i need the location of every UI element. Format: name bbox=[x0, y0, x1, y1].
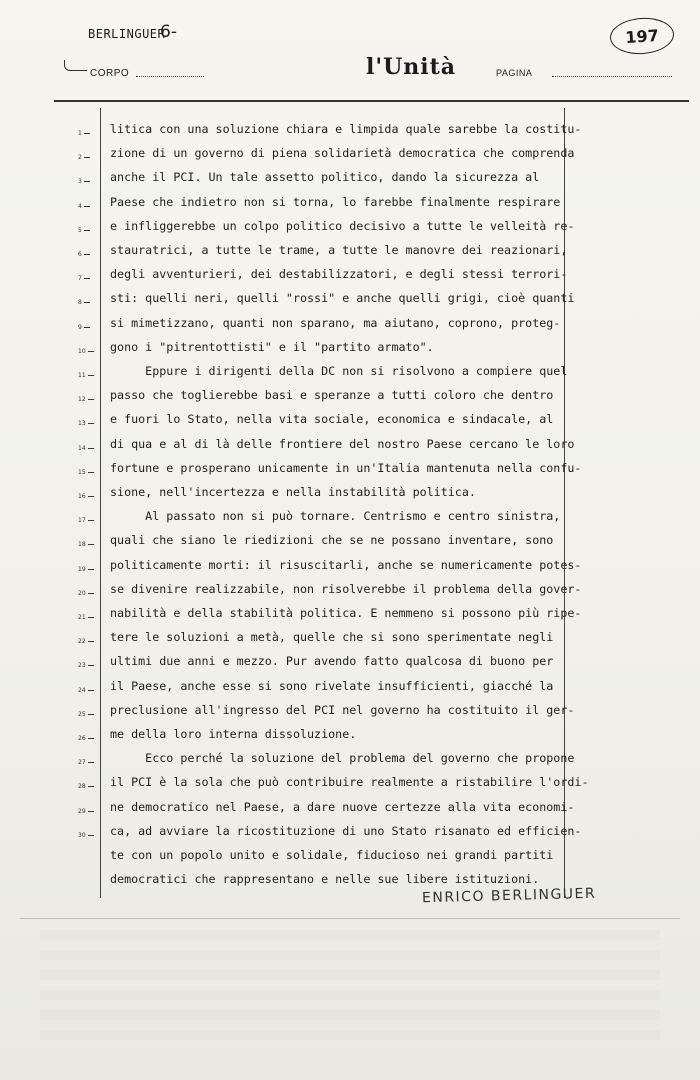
line-number: 3 bbox=[78, 178, 98, 185]
text-line: sione, nell'incertezza e nella instabilità politica. bbox=[110, 485, 476, 499]
text-line: Paese che indietro non si torna, lo farebbe finalmente respirare bbox=[110, 194, 561, 209]
header-rule bbox=[54, 100, 689, 102]
text-line: preclusione all'ingresso del PCI nel governo ha costituito il ger- bbox=[110, 702, 575, 717]
corpo-dotted-line bbox=[136, 76, 204, 77]
line-number: 13 bbox=[78, 420, 98, 427]
left-margin-rule bbox=[100, 108, 101, 898]
line-number: 21 bbox=[78, 614, 98, 621]
newspaper-logo: l'Unità bbox=[366, 54, 457, 80]
text-line: stauratrici, a tutte le trame, a tutte le manovre dei reazionari, bbox=[110, 243, 568, 257]
line-number: 16 bbox=[78, 493, 98, 500]
line-number: 20 bbox=[78, 590, 98, 597]
text-line: e fuori lo Stato, nella vita sociale, economica e sindacale, al bbox=[110, 412, 554, 427]
bottom-rule bbox=[20, 918, 680, 919]
line-number: 23 bbox=[78, 662, 98, 669]
line-number: 27 bbox=[78, 759, 98, 766]
text-line: fortune e prosperano unicamente in un'Italia mantenuta nella confu- bbox=[110, 460, 582, 475]
text-line: Al passato non si può tornare. Centrismo e centro sinistra, bbox=[110, 509, 561, 524]
text-line: e infliggerebbe un colpo politico decisivo a tutte le velleità re- bbox=[110, 218, 575, 233]
text-line: ca, ad avviare la ricostituzione di uno Stato risanato ed efficien- bbox=[110, 823, 582, 838]
text-line: zione di un governo di piena solidarietà democratica che comprenda bbox=[110, 146, 575, 161]
text-line: tere le soluzioni a metà, quelle che si sono sperimentate negli bbox=[110, 630, 554, 645]
text-line: gono i "pitrentottisti" e il "partito armato". bbox=[110, 339, 434, 354]
line-number: 18 bbox=[78, 541, 98, 548]
line-number: 25 bbox=[78, 711, 98, 718]
text-line: quali che siano le riedizioni che se ne possano inventare, sono bbox=[110, 533, 554, 548]
text-line: il Paese, anche esse si sono rivelate insufficienti, giacché la bbox=[110, 678, 554, 693]
text-line: il PCI è la sola che può contribuire realmente a ristabilire l'ordi- bbox=[110, 775, 589, 790]
line-number: 4 bbox=[78, 203, 98, 210]
text-line: degli avventurieri, dei destabilizzatori, e degli stessi terrori- bbox=[110, 267, 568, 282]
line-number: 1 bbox=[78, 130, 98, 137]
line-number: 28 bbox=[78, 783, 98, 790]
line-number: 22 bbox=[78, 638, 98, 645]
line-number: 5 bbox=[78, 227, 98, 234]
text-line: ultimi due anni e mezzo. Pur avendo fatto qualcosa di buono per bbox=[110, 654, 554, 669]
pagina-label: PAGINA bbox=[496, 68, 533, 78]
line-number: 17 bbox=[78, 517, 98, 524]
line-number: 6 bbox=[78, 251, 98, 258]
text-line: Ecco perché la soluzione del problema del governo che propone bbox=[110, 751, 575, 766]
author-label: BERLINGUER bbox=[88, 27, 166, 41]
line-number: 30 bbox=[78, 832, 98, 839]
corpo-label: CORPO bbox=[90, 68, 130, 79]
line-number: 10 bbox=[78, 348, 98, 355]
sheet-number: 6- bbox=[160, 22, 177, 42]
line-number: 9 bbox=[78, 324, 98, 331]
line-number: 12 bbox=[78, 396, 98, 403]
text-line: Eppure i dirigenti della DC non si risolvono a compiere quel bbox=[110, 364, 568, 378]
signature: ENRICO BERLINGUER bbox=[421, 885, 597, 907]
text-line: politicamente morti: il risuscitarli, anche se numericamente potes- bbox=[110, 557, 582, 572]
line-number: 19 bbox=[78, 566, 98, 573]
pagina-dotted-line bbox=[552, 76, 672, 77]
text-line: ne democratico nel Paese, a dare nuove certezze alla vita economi- bbox=[110, 799, 575, 814]
line-number: 7 bbox=[78, 275, 98, 282]
text-line: litica con una soluzione chiara e limpida quale sarebbe la costitu- bbox=[110, 122, 582, 136]
line-number: 26 bbox=[78, 735, 98, 742]
text-line: sti: quelli neri, quelli "rossi" e anche quelli grigi, cioè quanti bbox=[110, 291, 575, 306]
line-number: 11 bbox=[78, 372, 98, 379]
corner-mark bbox=[64, 60, 87, 71]
text-line: se divenire realizzabile, non risolverebbe il problema della gover- bbox=[110, 581, 582, 596]
text-line: passo che toglierebbe basi e speranze a tutti coloro che dentro bbox=[110, 388, 554, 403]
text-line: me della loro interna dissoluzione. bbox=[110, 727, 357, 741]
text-line: anche il PCI. Un tale assetto politico, dando la sicurezza al bbox=[110, 170, 540, 185]
text-line: si mimetizzano, quanti non sparano, ma aiutano, coprono, proteg- bbox=[110, 315, 561, 330]
text-line: te con un popolo unito e solidale, fiducioso nei grandi partiti bbox=[110, 848, 554, 862]
text-line: di qua e al di là delle frontiere del nostro Paese cercano le loro bbox=[110, 436, 575, 451]
line-number: 8 bbox=[78, 299, 98, 306]
line-number: 14 bbox=[78, 445, 98, 452]
page-number-circle: 197 bbox=[609, 16, 675, 56]
line-number: 24 bbox=[78, 687, 98, 694]
faded-area bbox=[40, 930, 660, 1040]
line-number: 15 bbox=[78, 469, 98, 476]
text-line: democratici che rappresentano e nelle sue libere istituzioni. bbox=[110, 872, 540, 887]
text-line: nabilità e della stabilità politica. E nemmeno si possono più ripe- bbox=[110, 606, 582, 620]
line-number: 2 bbox=[78, 154, 98, 161]
line-number: 29 bbox=[78, 808, 98, 815]
